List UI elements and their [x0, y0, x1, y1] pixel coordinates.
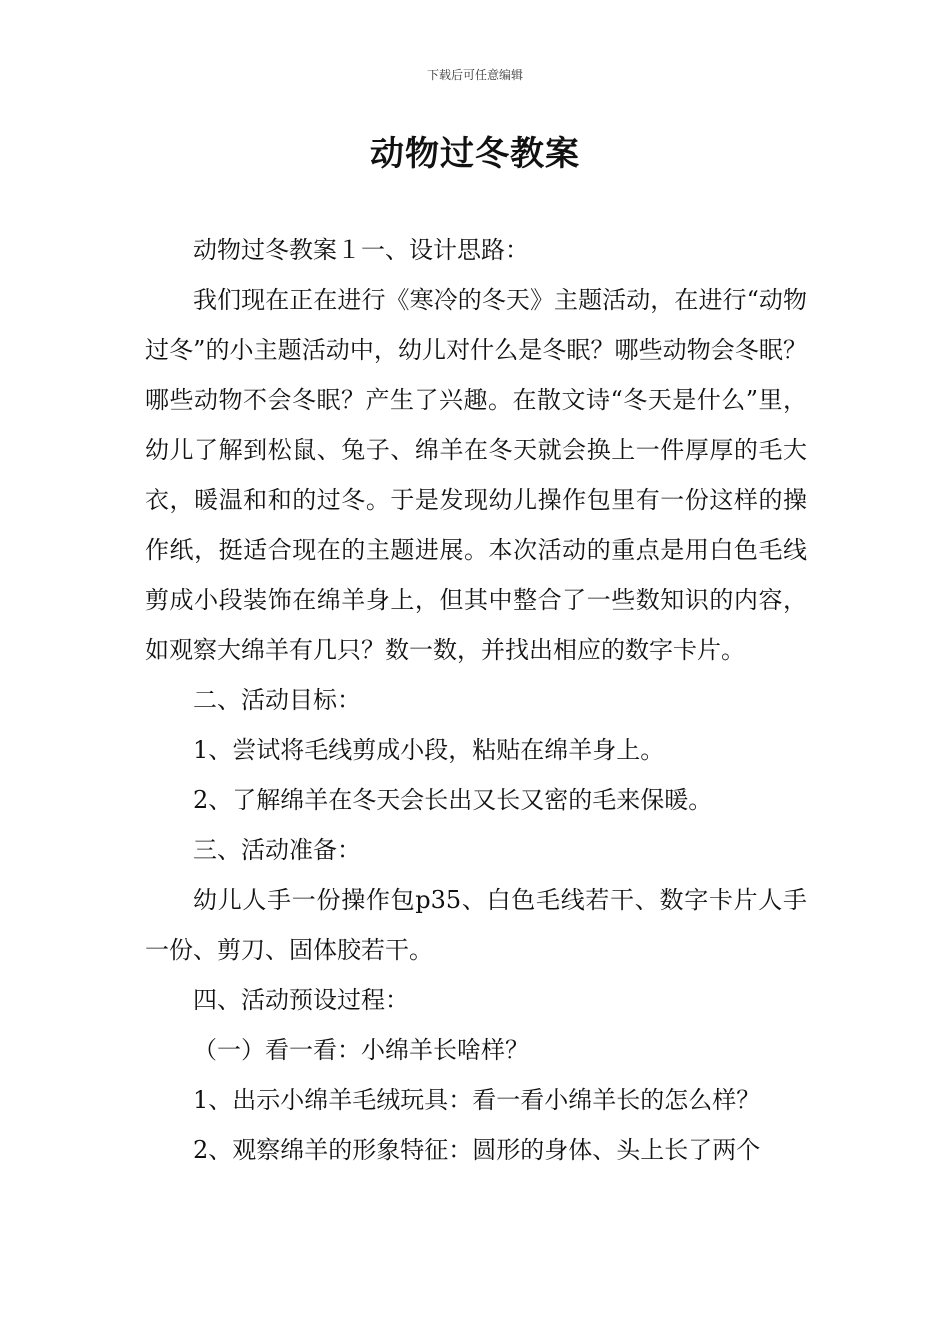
- paragraph-process-heading: 四、活动预设过程：: [193, 986, 409, 1014]
- paragraph-preparation-heading: 三、活动准备：: [193, 836, 361, 864]
- paragraph-design-heading: 动物过冬教案１一、设计思路：: [193, 236, 529, 264]
- document-title: 动物过冬教案: [370, 134, 580, 174]
- document-body: [145, 225, 807, 1175]
- paragraph-goals-heading: 二、活动目标：: [193, 686, 361, 714]
- paragraph-design-content: 我们现在正在进行《寒冷的冬天》主题活动，在进行“动物过冬”的小主题活动中，幼儿对什么是冬眠？哪些动物会冬眠？哪些动物不会冬眠？产生了兴趣。在散文诗“冬天是什么”里，幼儿了解到松鼠、兔子、绵羊在冬天就会换上一件厚厚的毛大衣，暖温和和的过冬。于是发现幼儿操作包里有一份这样的操作纸，挺适合现在的主题进展。本次活动的重点是用白色毛线剪成小段装饰在绵羊身上，但其中整合了一些数知识的内容，如观察大绵羊有几只？数一数，并找出相应的数字卡片。: [145, 286, 807, 664]
- paragraph-goal-1: 1、尝试将毛线剪成小段，粘贴在绵羊身上。: [193, 736, 665, 764]
- header-note: 下载后可任意编辑: [426, 68, 523, 82]
- paragraph-step-1-item-1: 1、出示小绵羊毛绒玩具：看一看小绵羊长的怎么样？: [193, 1086, 761, 1114]
- paragraph-goal-2: 2、了解绵羊在冬天会长出又长又密的毛来保暖。: [193, 786, 713, 814]
- paragraph-preparation-content: 幼儿人手一份操作包p35、白色毛线若干、数字卡片人手一份、剪刀、固体胶若干。: [145, 886, 807, 964]
- paragraph-step-1-item-2: 2、观察绵羊的形象特征：圆形的身体、头上长了两个: [193, 1136, 761, 1164]
- paragraph-step-1-heading: （一）看一看：小绵羊长啥样？: [193, 1036, 529, 1064]
